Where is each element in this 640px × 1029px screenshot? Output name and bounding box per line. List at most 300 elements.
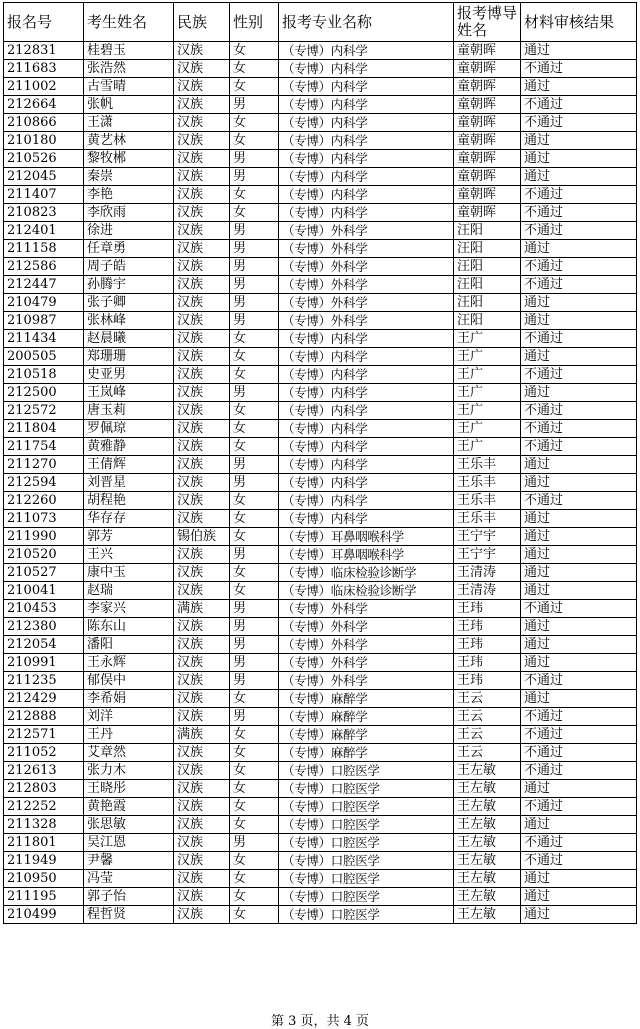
table-row [4,528,637,546]
cell-gender: 男 [230,834,279,852]
cell-registration-no: 211002 [4,78,84,96]
cell-candidate-name: 周子皓 [84,258,174,276]
cell-registration-no: 211195 [4,888,84,906]
cell-supervisor: 王左敏 [454,852,521,870]
cell-gender: 男 [230,384,279,402]
cell-ethnicity: 汉族 [174,402,230,420]
cell-ethnicity: 汉族 [174,186,230,204]
cell-review-result: 通过 [521,474,637,492]
table-row [4,816,637,834]
cell-review-result: 通过 [521,564,637,582]
cell-review-result: 通过 [521,456,637,474]
cell-gender: 男 [230,276,279,294]
cell-gender: 男 [230,708,279,726]
cell-ethnicity: 汉族 [174,762,230,780]
cell-ethnicity: 汉族 [174,330,230,348]
cell-supervisor: 王左敏 [454,780,521,798]
cell-ethnicity: 锡伯族 [174,528,230,546]
cell-review-result: 通过 [521,78,637,96]
cell-candidate-name: 华存存 [84,510,174,528]
cell-major: （专博）麻醉学 [279,690,454,708]
header-candidate-name: 考生姓名 [84,3,174,42]
cell-review-result: 不通过 [521,258,637,276]
cell-supervisor: 王广 [454,420,521,438]
cell-supervisor: 童朝晖 [454,42,521,60]
table-row [4,870,637,888]
cell-gender: 女 [230,492,279,510]
cell-gender: 男 [230,546,279,564]
table-row [4,456,637,474]
cell-gender: 女 [230,366,279,384]
cell-registration-no: 212888 [4,708,84,726]
cell-review-result: 不通过 [521,438,637,456]
cell-registration-no: 210866 [4,114,84,132]
table-row [4,276,637,294]
cell-major: （专博）外科学 [279,222,454,240]
cell-ethnicity: 汉族 [174,780,230,798]
cell-ethnicity: 汉族 [174,258,230,276]
cell-candidate-name: 程哲贤 [84,906,174,924]
cell-major: （专博）口腔医学 [279,888,454,906]
cell-gender: 男 [230,654,279,672]
cell-major: （专博）内科学 [279,168,454,186]
cell-ethnicity: 汉族 [174,690,230,708]
cell-major: （专博）口腔医学 [279,816,454,834]
cell-registration-no: 212594 [4,474,84,492]
cell-gender: 女 [230,744,279,762]
cell-candidate-name: 张林峰 [84,312,174,330]
cell-ethnicity: 满族 [174,600,230,618]
cell-gender: 男 [230,96,279,114]
cell-supervisor: 王左敏 [454,798,521,816]
cell-major: （专博）内科学 [279,78,454,96]
table-row [4,888,637,906]
cell-review-result: 不通过 [521,834,637,852]
cell-gender: 男 [230,636,279,654]
table-row [4,852,637,870]
table-row [4,564,637,582]
header-major: 报考专业名称 [279,3,454,42]
cell-review-result: 不通过 [521,744,637,762]
cell-gender: 女 [230,186,279,204]
cell-major: （专博）内科学 [279,348,454,366]
cell-ethnicity: 汉族 [174,744,230,762]
cell-ethnicity: 汉族 [174,816,230,834]
cell-supervisor: 童朝晖 [454,132,521,150]
cell-candidate-name: 郑珊珊 [84,348,174,366]
cell-registration-no: 212571 [4,726,84,744]
cell-registration-no: 212045 [4,168,84,186]
cell-candidate-name: 黎牧郴 [84,150,174,168]
table-row [4,600,637,618]
cell-registration-no: 212252 [4,798,84,816]
cell-major: （专博）耳鼻咽喉科学 [279,528,454,546]
cell-review-result: 通过 [521,150,637,168]
cell-supervisor: 童朝晖 [454,60,521,78]
cell-gender: 女 [230,114,279,132]
cell-major: （专博）外科学 [279,672,454,690]
table-row [4,420,637,438]
cell-major: （专博）口腔医学 [279,780,454,798]
page-number: 第 3 页，共 4 页 [270,1014,370,1029]
cell-registration-no: 210453 [4,600,84,618]
cell-candidate-name: 王岚峰 [84,384,174,402]
table-row [4,762,637,780]
table-row [4,150,637,168]
cell-review-result: 不通过 [521,600,637,618]
cell-registration-no: 211683 [4,60,84,78]
cell-ethnicity: 汉族 [174,798,230,816]
cell-registration-no: 210479 [4,294,84,312]
cell-review-result: 不通过 [521,798,637,816]
cell-major: （专博）口腔医学 [279,870,454,888]
review-results-table [3,2,637,924]
cell-ethnicity: 汉族 [174,672,230,690]
cell-review-result: 通过 [521,348,637,366]
cell-major: （专博）内科学 [279,474,454,492]
cell-registration-no: 210950 [4,870,84,888]
table-row [4,240,637,258]
cell-review-result: 通过 [521,384,637,402]
cell-gender: 男 [230,168,279,186]
cell-candidate-name: 艾章然 [84,744,174,762]
cell-major: （专博）外科学 [279,258,454,276]
cell-review-result: 不通过 [521,726,637,744]
cell-candidate-name: 李希娟 [84,690,174,708]
cell-ethnicity: 汉族 [174,42,230,60]
cell-candidate-name: 张子卿 [84,294,174,312]
cell-major: （专博）内科学 [279,330,454,348]
table-row [4,204,637,222]
cell-registration-no: 212803 [4,780,84,798]
cell-supervisor: 王玮 [454,618,521,636]
cell-registration-no: 211949 [4,852,84,870]
cell-supervisor: 汪阳 [454,312,521,330]
cell-major: （专博）外科学 [279,276,454,294]
cell-candidate-name: 黄艳霞 [84,798,174,816]
cell-supervisor: 童朝晖 [454,186,521,204]
cell-supervisor: 王左敏 [454,906,521,924]
cell-supervisor: 王广 [454,402,521,420]
cell-registration-no: 211434 [4,330,84,348]
table-row [4,258,637,276]
cell-registration-no: 210526 [4,150,84,168]
cell-candidate-name: 张帆 [84,96,174,114]
cell-candidate-name: 王倩辉 [84,456,174,474]
cell-registration-no: 210518 [4,366,84,384]
cell-review-result: 通过 [521,816,637,834]
cell-gender: 男 [230,150,279,168]
cell-review-result: 通过 [521,618,637,636]
cell-candidate-name: 刘晋星 [84,474,174,492]
cell-candidate-name: 郭芳 [84,528,174,546]
cell-supervisor: 王宁宇 [454,546,521,564]
cell-major: （专博）口腔医学 [279,852,454,870]
cell-candidate-name: 康中玉 [84,564,174,582]
cell-candidate-name: 李艳 [84,186,174,204]
cell-registration-no: 200505 [4,348,84,366]
table-row [4,582,637,600]
cell-major: （专博）临床检验诊断学 [279,564,454,582]
cell-gender: 女 [230,906,279,924]
cell-ethnicity: 汉族 [174,582,230,600]
cell-gender: 男 [230,474,279,492]
cell-registration-no: 212664 [4,96,84,114]
cell-candidate-name: 罗佩琼 [84,420,174,438]
table-row [4,474,637,492]
cell-major: （专博）内科学 [279,456,454,474]
cell-review-result: 通过 [521,780,637,798]
cell-registration-no: 211073 [4,510,84,528]
table-row [4,510,637,528]
cell-gender: 女 [230,852,279,870]
cell-supervisor: 童朝晖 [454,96,521,114]
cell-registration-no: 212260 [4,492,84,510]
cell-gender: 男 [230,672,279,690]
table-row [4,186,637,204]
table-row [4,834,637,852]
cell-supervisor: 王清涛 [454,564,521,582]
cell-ethnicity: 汉族 [174,276,230,294]
cell-ethnicity: 汉族 [174,708,230,726]
cell-major: （专博）内科学 [279,420,454,438]
cell-registration-no: 211754 [4,438,84,456]
cell-review-result: 不通过 [521,708,637,726]
cell-gender: 女 [230,816,279,834]
cell-review-result: 通过 [521,528,637,546]
table-row [4,798,637,816]
cell-major: （专博）内科学 [279,114,454,132]
cell-candidate-name: 潘阳 [84,636,174,654]
cell-major: （专博）外科学 [279,618,454,636]
table-row [4,438,637,456]
cell-registration-no: 212586 [4,258,84,276]
cell-supervisor: 王乐丰 [454,492,521,510]
cell-review-result: 通过 [521,510,637,528]
cell-registration-no: 210987 [4,312,84,330]
cell-supervisor: 王左敏 [454,870,521,888]
cell-ethnicity: 汉族 [174,312,230,330]
cell-candidate-name: 李欣雨 [84,204,174,222]
cell-major: （专博）口腔医学 [279,834,454,852]
cell-ethnicity: 汉族 [174,618,230,636]
cell-supervisor: 王云 [454,744,521,762]
cell-major: （专博）内科学 [279,132,454,150]
cell-ethnicity: 汉族 [174,132,230,150]
table-row [4,168,637,186]
cell-review-result: 通过 [521,636,637,654]
cell-candidate-name: 桂碧玉 [84,42,174,60]
cell-candidate-name: 黄雅静 [84,438,174,456]
cell-ethnicity: 汉族 [174,294,230,312]
cell-ethnicity: 汉族 [174,564,230,582]
cell-review-result: 不通过 [521,672,637,690]
cell-ethnicity: 汉族 [174,78,230,96]
cell-candidate-name: 郁俣中 [84,672,174,690]
cell-gender: 女 [230,204,279,222]
table-row [4,636,637,654]
cell-registration-no: 211990 [4,528,84,546]
table-row [4,618,637,636]
cell-review-result: 通过 [521,888,637,906]
cell-major: （专博）内科学 [279,366,454,384]
cell-registration-no: 212447 [4,276,84,294]
cell-registration-no: 212401 [4,222,84,240]
cell-supervisor: 汪阳 [454,276,521,294]
cell-major: （专博）口腔医学 [279,798,454,816]
cell-review-result: 通过 [521,294,637,312]
table-row [4,78,637,96]
table-row [4,294,637,312]
cell-review-result: 不通过 [521,186,637,204]
cell-gender: 女 [230,762,279,780]
cell-candidate-name: 王晓彤 [84,780,174,798]
cell-candidate-name: 赵晨曦 [84,330,174,348]
table-row [4,132,637,150]
cell-ethnicity: 汉族 [174,888,230,906]
cell-candidate-name: 古雪晴 [84,78,174,96]
table-row [4,906,637,924]
cell-major: （专博）内科学 [279,60,454,78]
table-body [4,42,637,924]
cell-ethnicity: 汉族 [174,150,230,168]
cell-gender: 女 [230,726,279,744]
cell-registration-no: 211270 [4,456,84,474]
header-ethnicity: 民族 [174,3,230,42]
cell-supervisor: 王左敏 [454,816,521,834]
cell-ethnicity: 汉族 [174,510,230,528]
cell-supervisor: 童朝晖 [454,150,521,168]
table-row [4,222,637,240]
cell-ethnicity: 汉族 [174,114,230,132]
cell-gender: 女 [230,528,279,546]
cell-major: （专博）内科学 [279,384,454,402]
cell-candidate-name: 张力木 [84,762,174,780]
cell-ethnicity: 汉族 [174,384,230,402]
cell-gender: 女 [230,798,279,816]
table-row [4,726,637,744]
cell-supervisor: 童朝晖 [454,204,521,222]
cell-registration-no: 212054 [4,636,84,654]
cell-review-result: 不通过 [521,402,637,420]
table-row [4,780,637,798]
header-review-result: 材料审核结果 [521,3,637,42]
cell-review-result: 通过 [521,654,637,672]
cell-gender: 女 [230,690,279,708]
cell-supervisor: 王乐丰 [454,510,521,528]
header-supervisor: 报考博导姓名 [454,3,521,42]
cell-candidate-name: 刘洋 [84,708,174,726]
table-row [4,672,637,690]
cell-ethnicity: 汉族 [174,240,230,258]
cell-registration-no: 210527 [4,564,84,582]
cell-major: （专博）外科学 [279,636,454,654]
table-row [4,114,637,132]
cell-supervisor: 王玮 [454,654,521,672]
cell-review-result: 不通过 [521,276,637,294]
cell-ethnicity: 汉族 [174,204,230,222]
cell-registration-no: 212572 [4,402,84,420]
cell-major: （专博）内科学 [279,510,454,528]
cell-supervisor: 王云 [454,690,521,708]
cell-gender: 女 [230,420,279,438]
cell-candidate-name: 任章勇 [84,240,174,258]
cell-review-result: 不通过 [521,420,637,438]
cell-candidate-name: 尹馨 [84,852,174,870]
cell-major: （专博）内科学 [279,186,454,204]
cell-candidate-name: 黄艺林 [84,132,174,150]
cell-supervisor: 王玮 [454,600,521,618]
cell-ethnicity: 汉族 [174,870,230,888]
cell-candidate-name: 冯莹 [84,870,174,888]
cell-candidate-name: 王潇 [84,114,174,132]
cell-major: （专博）外科学 [279,240,454,258]
cell-registration-no: 211804 [4,420,84,438]
cell-gender: 女 [230,402,279,420]
cell-ethnicity: 汉族 [174,60,230,78]
cell-review-result: 通过 [521,546,637,564]
cell-supervisor: 王宁宇 [454,528,521,546]
cell-supervisor: 汪阳 [454,240,521,258]
cell-registration-no: 212380 [4,618,84,636]
cell-review-result: 不通过 [521,114,637,132]
cell-ethnicity: 汉族 [174,456,230,474]
table-row [4,492,637,510]
cell-ethnicity: 汉族 [174,654,230,672]
cell-registration-no: 210823 [4,204,84,222]
cell-gender: 男 [230,618,279,636]
cell-review-result: 通过 [521,870,637,888]
cell-registration-no: 210180 [4,132,84,150]
cell-gender: 女 [230,60,279,78]
cell-ethnicity: 汉族 [174,222,230,240]
cell-registration-no: 211407 [4,186,84,204]
cell-supervisor: 王云 [454,726,521,744]
cell-review-result: 通过 [521,42,637,60]
cell-candidate-name: 史亚男 [84,366,174,384]
cell-candidate-name: 徐进 [84,222,174,240]
cell-supervisor: 王广 [454,348,521,366]
header-registration-no: 报名号 [4,3,84,42]
cell-ethnicity: 汉族 [174,636,230,654]
cell-major: （专博）外科学 [279,294,454,312]
cell-supervisor: 汪阳 [454,222,521,240]
cell-ethnicity: 汉族 [174,438,230,456]
cell-major: （专博）临床检验诊断学 [279,582,454,600]
cell-review-result: 通过 [521,132,637,150]
table-row [4,546,637,564]
cell-candidate-name: 孙腾宇 [84,276,174,294]
cell-review-result: 不通过 [521,96,637,114]
cell-gender: 男 [230,312,279,330]
cell-supervisor: 王乐丰 [454,474,521,492]
cell-gender: 男 [230,600,279,618]
cell-gender: 女 [230,888,279,906]
cell-review-result: 通过 [521,312,637,330]
cell-ethnicity: 汉族 [174,906,230,924]
cell-ethnicity: 满族 [174,726,230,744]
cell-review-result: 不通过 [521,60,637,78]
cell-supervisor: 王左敏 [454,762,521,780]
table-row [4,402,637,420]
cell-candidate-name: 王丹 [84,726,174,744]
table-row [4,384,637,402]
cell-ethnicity: 汉族 [174,168,230,186]
cell-registration-no: 211158 [4,240,84,258]
table-row [4,690,637,708]
cell-supervisor: 王云 [454,708,521,726]
cell-registration-no: 212613 [4,762,84,780]
